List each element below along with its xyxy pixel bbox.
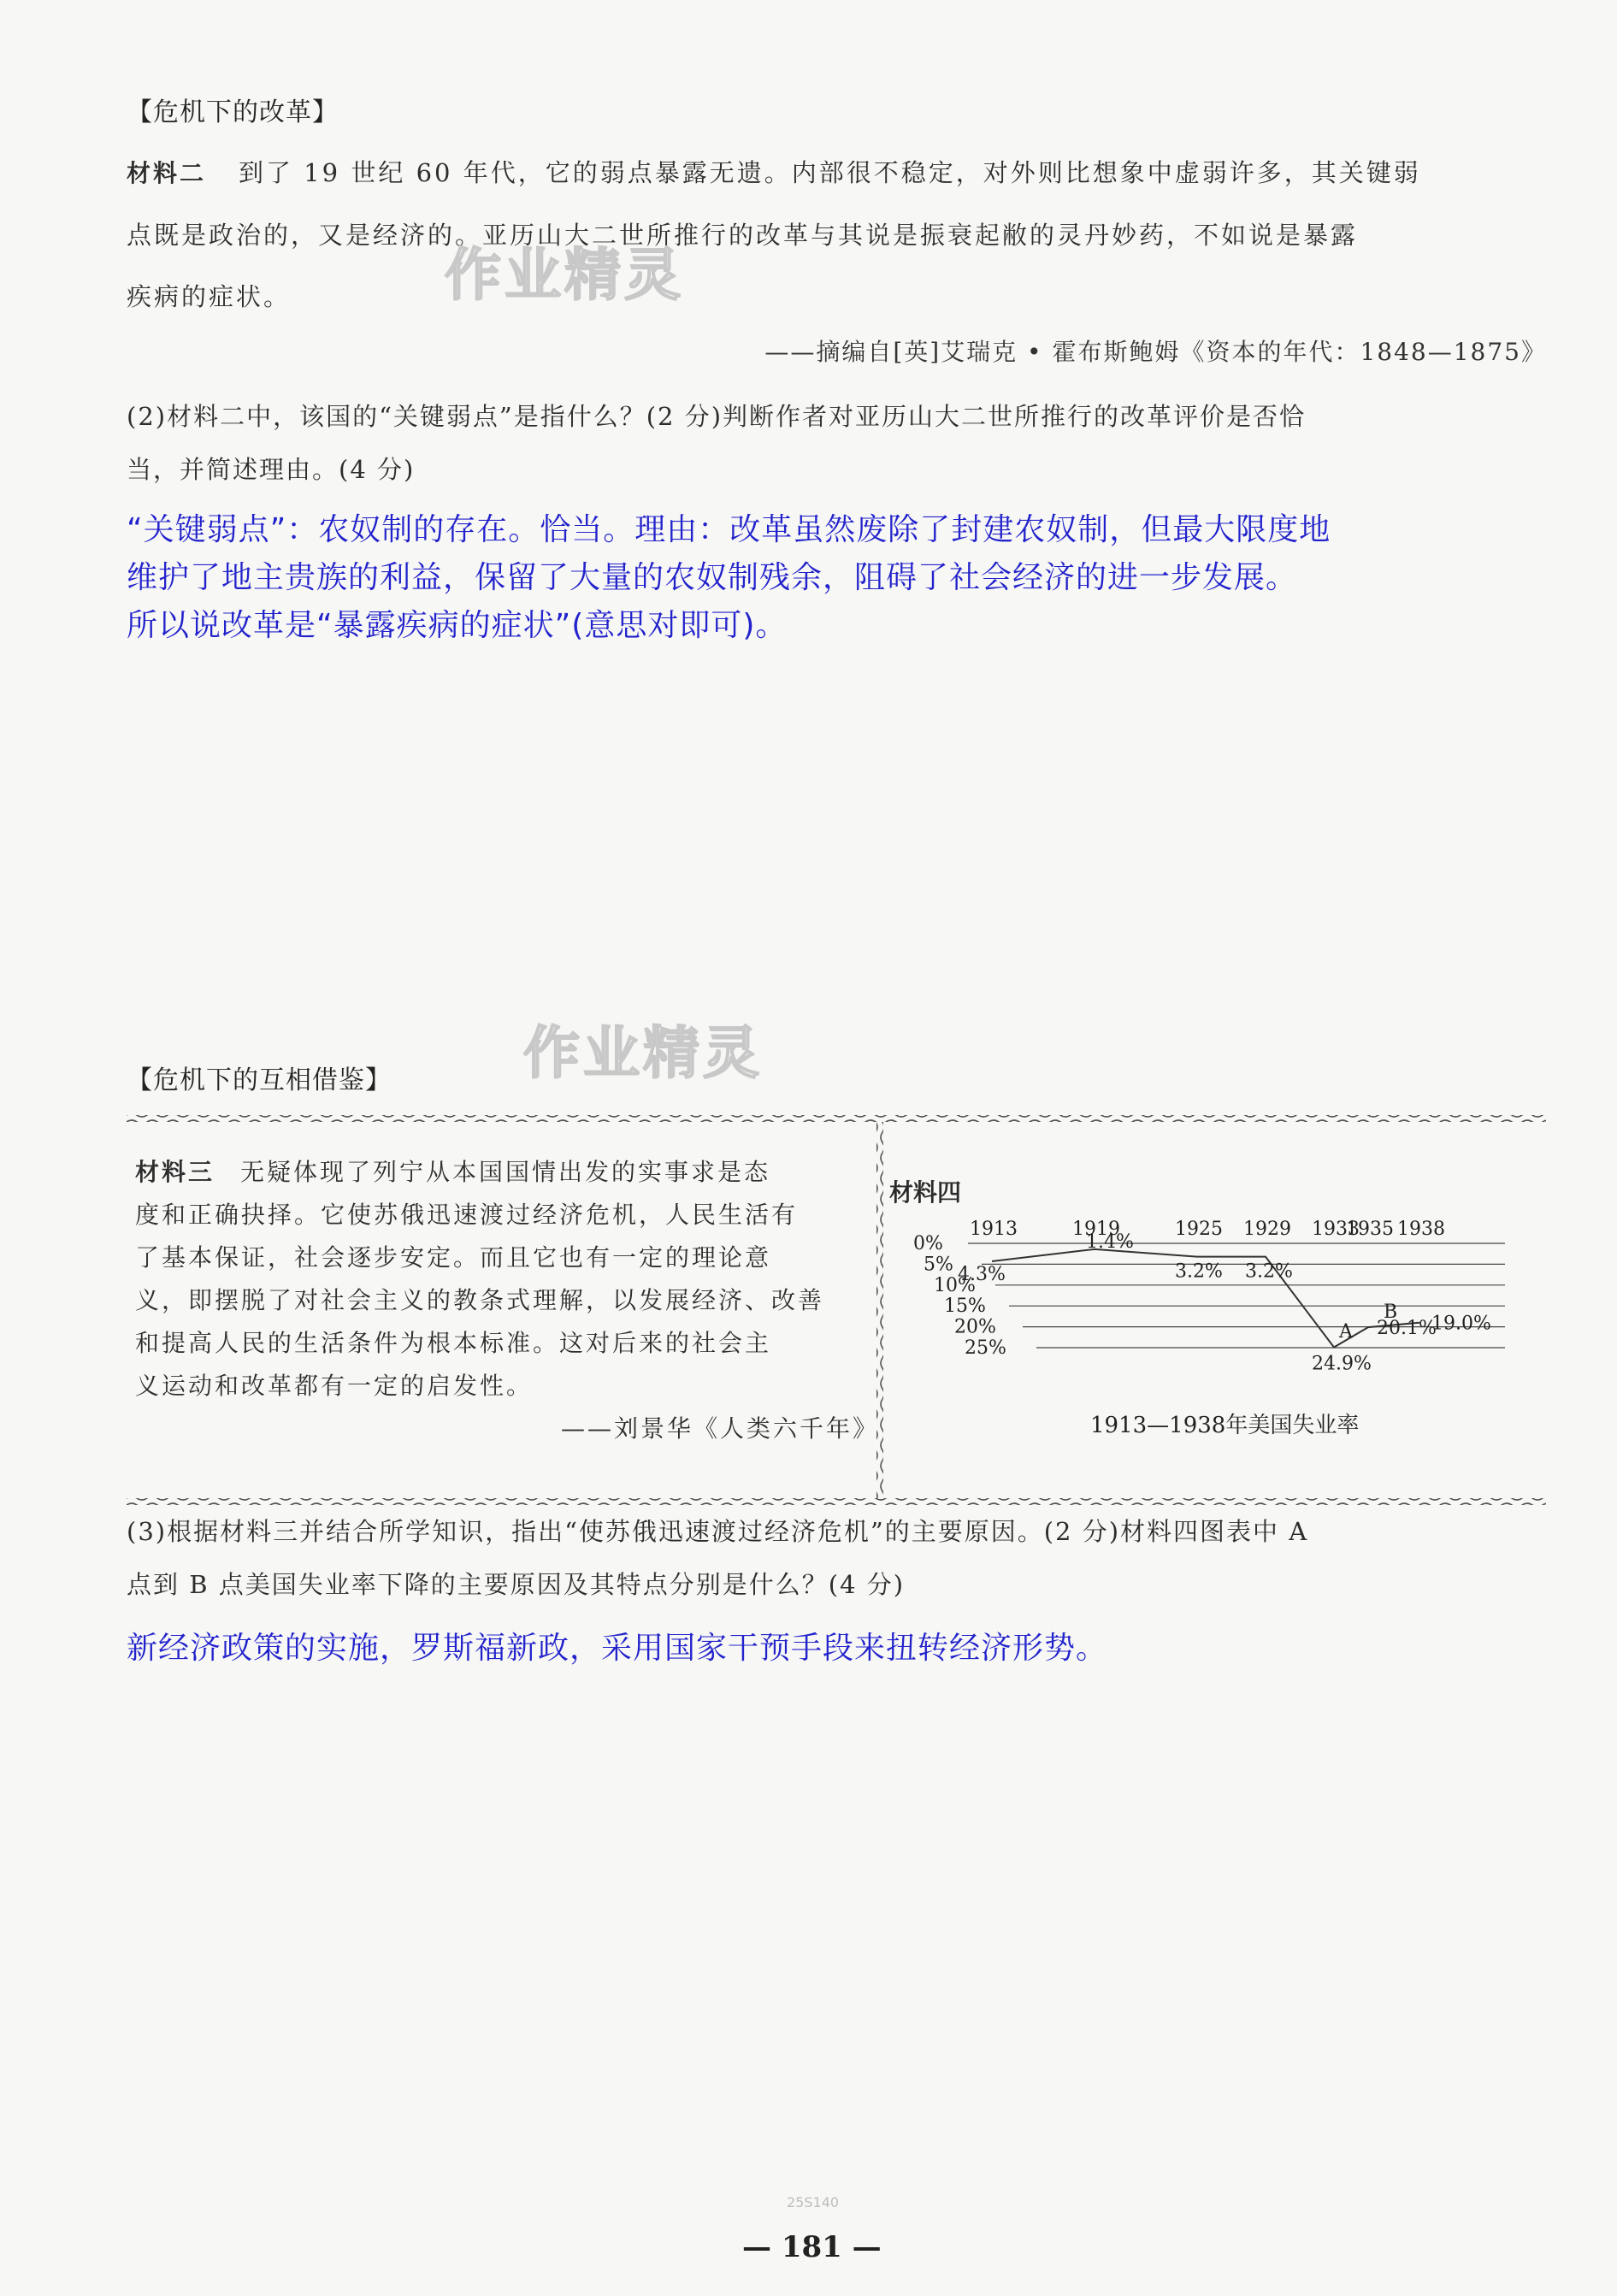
y-tick-label: 0% — [913, 1233, 943, 1254]
x-tick-label: 1938 — [1397, 1219, 1445, 1240]
chart-x-axis — [970, 1219, 1445, 1240]
answer-2 — [127, 506, 1546, 650]
answer-3 — [127, 1625, 1546, 1673]
chart-data-labels — [958, 1231, 1491, 1375]
material-4-label: 材料四 — [889, 1178, 962, 1207]
question-3-line-2: 点到 B 点美国失业率下降的主要原因及其特点分别是什么？(4 分) — [127, 1570, 906, 1599]
material-3 — [135, 1151, 888, 1450]
chart-y-axis — [913, 1233, 1006, 1359]
material-2-line-3: 疾病的症状。 — [127, 282, 292, 311]
section-title-mutual-reference: 【危机下的互相借鉴】 — [127, 1065, 392, 1095]
data-label: 3.2% — [1175, 1260, 1223, 1283]
material-3-label: 材料三 — [135, 1158, 215, 1186]
section-title-reform: 【危机下的改革】 — [127, 97, 339, 127]
material-2-line-1: 材料二 到了 19 世纪 60 年代，它的弱点暴露无遗。内部很不稳定，对外则比想象中虚弱许多，其关键弱 — [127, 158, 1421, 187]
material-3-line-6: 义运动和改革都有一定的启发性。 — [135, 1372, 534, 1400]
material-2-line-2: 点既是政治的，又是经济的。亚历山大二世所推行的改革与其说是振衰起敝的灵丹妙药，不如说是暴露 — [127, 221, 1359, 250]
material-3-source: ——刘景华《人类六千年》 — [560, 1414, 879, 1443]
x-tick-label: 1919 — [1072, 1219, 1120, 1240]
question-2-line-2: 当，并简述理由。(4 分) — [127, 455, 416, 484]
watermark-2: 作业精灵 — [523, 1020, 763, 1086]
frame-bottom-wave — [127, 1498, 1546, 1505]
material-3-line-2: 度和正确抉择。它使苏俄迅速渡过经济危机，人民生活有 — [135, 1201, 799, 1229]
material-2-label: 材料二 — [127, 159, 207, 187]
answer-2-line-1: “关键弱点”：农奴制的存在。恰当。理由：改革虽然废除了封建农奴制，但最大限度地 — [127, 512, 1331, 547]
footer-code: 25S140 — [787, 2194, 840, 2210]
watermark-1: 作业精灵 — [445, 242, 684, 308]
material-2-source: ——摘编自[英]艾瑞克 • 霍布斯鲍姆《资本的年代：1848—1875》 — [764, 338, 1547, 366]
y-tick-label: 5% — [924, 1254, 953, 1276]
x-tick-label: 1929 — [1243, 1219, 1291, 1240]
x-tick-label: 1935 — [1346, 1219, 1394, 1240]
material-3-line-4: 义，即摆脱了对社会主义的教条式理解，以发展经济、改善 — [135, 1286, 825, 1314]
annotation-a: A — [1339, 1321, 1353, 1343]
data-label: 1.4% — [1086, 1231, 1134, 1253]
question-2-line-1: (2)材料二中，该国的“关键弱点”是指什么？(2 分)判断作者对亚历山大二世所推行的改革评价是否恰 — [127, 402, 1307, 431]
material-3-line-5: 和提高人民的生活条件为根本标准。这对后来的社会主 — [135, 1329, 772, 1357]
material-3-line-1: 材料三 无疑体现了列宁从本国国情出发的实事求是态 — [135, 1158, 771, 1186]
annotation-b: B — [1384, 1301, 1398, 1323]
answer-3-line-1: 新经济政策的实施，罗斯福新政，采用国家干预手段来扭转经济形势。 — [127, 1631, 1108, 1666]
question-3-line-1: (3)根据材料三并结合所学知识，指出“使苏俄迅速渡过经济危机”的主要原因。(2 分)材料四图表中 A — [127, 1517, 1309, 1546]
page-number: — 181 — — [742, 2230, 882, 2264]
question-2 — [127, 390, 1546, 496]
material-2 — [127, 142, 1546, 328]
x-tick-label: 1925 — [1175, 1219, 1223, 1240]
data-label: 20.1% — [1377, 1318, 1437, 1340]
y-tick-label: 25% — [965, 1337, 1006, 1359]
answer-2-line-2: 维护了地主贵族的利益，保留了大量的农奴制残余，阻碍了社会经济的进一步发展。 — [127, 560, 1298, 595]
data-label: 24.9% — [1312, 1353, 1372, 1375]
answer-2-line-3: 所以说改革是“暴露疾病的症状”(意思对即可)。 — [127, 608, 788, 643]
data-label: 3.2% — [1245, 1260, 1293, 1283]
x-tick-label: 1933 — [1312, 1219, 1360, 1240]
question-3 — [127, 1505, 1546, 1611]
chart-title: 1913—1938年美国失业率 — [1090, 1413, 1360, 1438]
y-tick-label: 20% — [954, 1316, 996, 1338]
frame-top-wave — [127, 1115, 1546, 1122]
y-tick-label: 15% — [944, 1296, 986, 1318]
y-tick-label: 10% — [934, 1274, 976, 1296]
unemployment-chart — [889, 1214, 1539, 1454]
data-label: 19.0% — [1431, 1313, 1491, 1335]
x-tick-label: 1913 — [970, 1219, 1018, 1240]
material-3-line-3: 了基本保证，社会逐步安定。而且它也有一定的理论意 — [135, 1243, 772, 1272]
data-label: 4.3% — [958, 1263, 1006, 1285]
